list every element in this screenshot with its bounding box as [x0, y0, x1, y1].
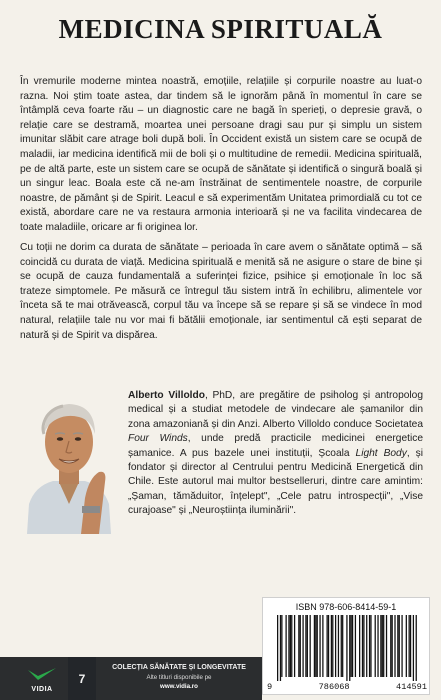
barcode-bar — [319, 615, 320, 677]
barcode-bar — [291, 615, 292, 677]
bio-text-3: , și fondator și director al Centrului pentru Medicină Energetică din Chile. Este autorul mai multor bestselleruri, dintre care amintim: „Șaman, tămăduitor, înțelept", „Cele patru introspecții", „Vise curajoase" și „Neuroștiința iluminării". — [128, 447, 423, 517]
barcode-bar — [392, 615, 393, 677]
barcode-bar — [362, 615, 363, 677]
barcode-bar — [349, 615, 350, 681]
barcode-bar — [383, 615, 384, 677]
barcode-bar — [341, 615, 342, 677]
barcode-bar — [406, 615, 407, 677]
barcode-digit-group-1: 786068 — [318, 682, 350, 692]
barcode-bar — [310, 615, 311, 677]
isbn-number: ISBN 978-606-8414-59-1 — [295, 602, 397, 612]
barcode-bar — [294, 615, 295, 677]
barcode-bar — [342, 615, 343, 677]
bio-text-1: , PhD, are pregătire de psiholog și antropolog medical și a studiat metodele de vindecare ale șamanilor din zona amazoniană și din Anzi. Alberto Villoldo conduce Societatea — [128, 390, 423, 430]
barcode-bar — [322, 615, 323, 677]
vidia-check-icon — [20, 664, 64, 686]
publisher-logo — [20, 664, 64, 696]
description-paragraph-1: În vremurile moderne mintea noastră, emoțiile, relațiile și corpurile noastre au luat-o razna. Noi știm toate astea, dar tindem să le ignorăm până în momentul în care se întâmplă ceva foarte rău – un diagnostic care ne bagă în sperieți, o depresie gravă, o relație care se destramă, moartea unei persoane dragi sau pur și simplu un sistem imunitar slăbit care atrage boli după boli. În Occident există un sistem care se ocupă de maladii, iar medicina identifică mii de boli și o multitudine de remedii. Medicina spirituală, pe de altă parte, este un sistem care se ocupă de sănătate și identifică o singură boală și un singur leac. Boala este că ne-am înstrăinat de sentimentele noastre, de corpurile noastre, de pământ și de Spirit. Leacul e să experimentăm Unitatea primordială cu tot ce există, abordare care ne va restaura armonia interioară și ne va facilita vindecarea de toate maladiile, oricare ar fi originea lor. — [20, 76, 422, 233]
barcode-bar — [380, 615, 381, 677]
barcode-bar — [335, 615, 336, 677]
barcode-bar — [409, 615, 410, 677]
barcode-bar — [369, 615, 370, 677]
barcode-bar — [366, 615, 367, 677]
barcode-bar — [326, 615, 327, 677]
barcode-bar — [331, 615, 332, 677]
barcode-bar — [397, 615, 398, 677]
barcode-bar — [288, 615, 289, 677]
bio-text-2: , unde predă practicile medicinei energetice șamanice. A pus bazele unei instituții, Școala — [128, 433, 423, 459]
barcode-bar — [298, 615, 299, 677]
barcode-bar — [410, 615, 411, 677]
barcode-bar — [317, 615, 318, 677]
barcode-bar — [277, 615, 278, 681]
barcode-bar — [413, 615, 414, 681]
barcode-bar — [359, 615, 360, 677]
publisher-name: VIDIA — [31, 686, 53, 693]
barcode-bar — [302, 615, 303, 677]
barcode-bar — [375, 615, 376, 677]
collection-number: 7 — [68, 657, 96, 700]
isbn-barcode — [262, 597, 430, 695]
collection-banner — [0, 657, 262, 700]
barcode-bar — [401, 615, 402, 677]
barcode-bar — [351, 615, 352, 677]
barcode-bar — [307, 615, 308, 677]
collection-url[interactable]: www.vidia.ro — [160, 683, 198, 690]
barcode-digit-prefix: 9 — [267, 682, 273, 692]
description-paragraph-2: Cu toții ne dorim ca durata de sănătate – perioada în care avem o sănătate optimă – să coincidă cu durata de viață. Medicina spirituală e menită să ne asigure o stare de bine și se ocupă de cauza fundamentală a suferinței fizice, psihice și emoționale în loc să trateze simptomele. Pe măsură ce întregul tău sistem intră în echilibru, alimentele vor înceta să te mai otrăvească, corpul tău va începe să se repare și să se vindece în mod natural, relațiile tale nu vor mai fi bătălii emoționale, iar sentimentul că ești separat de natură și de Spirit va dispărea. — [20, 242, 422, 341]
barcode-bar — [346, 615, 347, 681]
author-name: Alberto Villoldo — [128, 390, 205, 401]
collection-subtitle: Alte titluri disponibile pe — [146, 674, 212, 681]
barcode-bar — [290, 615, 291, 677]
barcode-digits — [267, 682, 427, 692]
author-bio — [128, 389, 423, 519]
barcode-bar — [315, 615, 316, 677]
barcode-bar — [328, 615, 329, 677]
barcode-bar — [352, 615, 353, 677]
barcode-bar — [382, 615, 383, 677]
barcode-bar — [305, 615, 306, 677]
barcode-bar — [394, 615, 395, 677]
collection-info — [100, 663, 258, 691]
barcode-bar — [370, 615, 371, 677]
bio-org-four-winds: Four Winds — [128, 433, 188, 445]
barcode-bar — [314, 615, 315, 677]
barcode-bar — [377, 615, 378, 677]
barcode-bars — [277, 615, 417, 681]
collection-name: COLECȚIA SĂNĂTATE ȘI LONGEVITATE — [112, 664, 246, 671]
barcode-bar — [338, 615, 339, 677]
book-title: MEDICINA SPIRITUALĂ — [58, 14, 383, 44]
barcode-bar — [281, 615, 282, 677]
barcode-bar — [399, 615, 400, 677]
barcode-bar — [363, 615, 364, 677]
author-photo — [19, 386, 119, 534]
barcode-digit-group-2: 414591 — [396, 682, 427, 692]
barcode-bar — [332, 615, 333, 677]
barcode-bar — [285, 615, 286, 677]
bio-org-light-body: Light Body — [355, 447, 407, 459]
barcode-bar — [390, 615, 391, 677]
barcode-bar — [300, 615, 301, 677]
barcode-bar — [280, 615, 281, 681]
barcode-bar — [355, 615, 356, 677]
barcode-bar — [386, 615, 387, 677]
barcode-bar — [416, 615, 417, 681]
